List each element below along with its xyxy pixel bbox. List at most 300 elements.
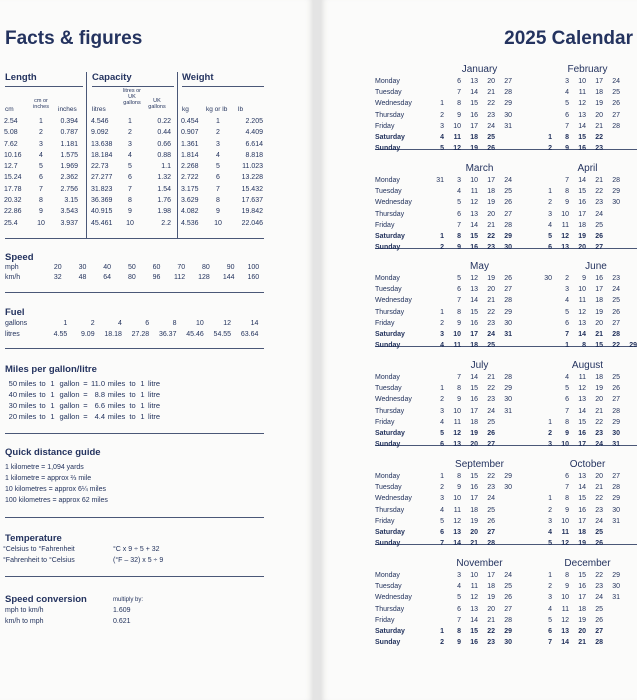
day-number bbox=[535, 471, 552, 482]
temperature-label: °Fahrenheit to °Celsius bbox=[3, 557, 75, 564]
day-number: 21 bbox=[487, 221, 495, 229]
table-row bbox=[181, 150, 263, 161]
day-number: 2 bbox=[440, 396, 444, 404]
section-divider bbox=[5, 576, 264, 577]
day-name: Tuesday bbox=[375, 385, 402, 393]
speed-kmh-label: km/h bbox=[5, 274, 21, 281]
value-cell: 112 bbox=[173, 274, 186, 281]
table-cell: 5.08 bbox=[4, 129, 18, 137]
day-number: 12 bbox=[561, 540, 569, 548]
day-number: 13 bbox=[578, 473, 586, 480]
day-number: 23 bbox=[595, 145, 603, 153]
day-number: 14 bbox=[578, 330, 586, 338]
day-number bbox=[535, 372, 552, 383]
table-row bbox=[181, 218, 263, 229]
day-number: 5 bbox=[548, 232, 552, 240]
day-number: 22 bbox=[487, 385, 495, 393]
week-row bbox=[535, 428, 620, 439]
day-number: 25 bbox=[595, 605, 603, 613]
capacity-col-litres: litres bbox=[92, 106, 106, 113]
fuel-gallons-values bbox=[40, 319, 258, 330]
mpg-cell: litre bbox=[148, 379, 161, 388]
value-cell: 27.28 bbox=[131, 331, 150, 338]
day-number bbox=[427, 76, 444, 87]
day-number: 11 bbox=[453, 418, 461, 426]
speed-kmh-values bbox=[37, 273, 259, 284]
mpg-cell: to bbox=[129, 401, 136, 410]
week-row bbox=[427, 284, 512, 295]
table-cell: 2.205 bbox=[245, 118, 263, 125]
day-number: 4 bbox=[548, 605, 552, 613]
table-cell: 10 bbox=[214, 219, 222, 227]
day-number: 28 bbox=[504, 616, 512, 624]
month-title: October bbox=[569, 459, 606, 470]
day-number bbox=[535, 482, 552, 493]
day-number bbox=[535, 329, 552, 340]
day-number: 6 bbox=[457, 78, 461, 85]
day-number: 22 bbox=[595, 572, 603, 579]
day-number: 8 bbox=[457, 473, 461, 480]
value-cell: 10 bbox=[195, 320, 204, 327]
day-number: 24 bbox=[595, 441, 603, 449]
month-days bbox=[535, 570, 620, 648]
week-row bbox=[427, 318, 512, 329]
day-number: 26 bbox=[487, 429, 495, 437]
day-number: 12 bbox=[578, 385, 586, 393]
distance-line: 1 kilometre = approx ⅔ mile bbox=[5, 475, 92, 482]
day-number: 18 bbox=[595, 297, 603, 305]
day-number: 1 bbox=[548, 495, 552, 503]
day-number: 3 bbox=[548, 210, 552, 218]
month-title: November bbox=[456, 558, 503, 569]
day-number bbox=[495, 527, 512, 538]
table-cell: 31.823 bbox=[91, 185, 113, 193]
day-number bbox=[535, 284, 552, 295]
table-cell: 1.814 bbox=[181, 151, 199, 159]
table-cell: 8 bbox=[128, 197, 132, 205]
day-number bbox=[427, 284, 444, 295]
table-cell: 13.228 bbox=[241, 174, 263, 182]
day-number: 8 bbox=[565, 572, 569, 579]
day-number: 27 bbox=[612, 111, 620, 119]
day-number: 7 bbox=[565, 177, 569, 184]
month-days bbox=[427, 372, 512, 450]
day-number bbox=[620, 295, 637, 306]
day-names bbox=[375, 175, 412, 253]
day-number: 9 bbox=[457, 639, 461, 647]
day-number: 16 bbox=[578, 199, 586, 207]
day-name: Wednesday bbox=[375, 594, 412, 602]
week-row bbox=[427, 527, 512, 538]
mpg-cell: to bbox=[129, 412, 136, 421]
day-number: 16 bbox=[595, 275, 603, 282]
day-number: 10 bbox=[561, 210, 569, 218]
day-name: Friday bbox=[375, 616, 395, 624]
table-row bbox=[4, 139, 78, 150]
value-cell: 50 bbox=[127, 264, 136, 271]
day-name: Sunday bbox=[375, 342, 401, 350]
section-divider bbox=[5, 433, 264, 434]
mpg-row bbox=[5, 378, 167, 389]
week-row bbox=[427, 295, 512, 306]
day-number: 3 bbox=[457, 572, 461, 579]
week-row bbox=[427, 471, 512, 482]
day-number bbox=[535, 76, 552, 87]
week-row bbox=[427, 175, 512, 186]
week-row bbox=[535, 220, 620, 231]
day-number bbox=[603, 527, 620, 538]
day-number: 15 bbox=[578, 418, 586, 426]
day-name: Monday bbox=[375, 374, 400, 381]
day-number: 8 bbox=[457, 232, 461, 240]
day-number: 15 bbox=[578, 133, 586, 141]
day-number: 5 bbox=[565, 385, 569, 393]
mpg-heading: Miles per gallon/litre bbox=[5, 364, 97, 375]
value-cell: 60 bbox=[152, 264, 161, 271]
table-cell: 13.638 bbox=[91, 140, 113, 148]
day-number: 24 bbox=[487, 495, 495, 503]
day-name: Wednesday bbox=[375, 396, 412, 404]
week-row bbox=[535, 372, 620, 383]
day-number bbox=[603, 242, 620, 253]
day-number: 7 bbox=[565, 330, 569, 338]
day-number: 27 bbox=[487, 441, 495, 449]
day-names bbox=[375, 273, 412, 351]
day-number: 2 bbox=[548, 429, 552, 437]
day-number: 17 bbox=[595, 78, 603, 85]
month-title: June bbox=[585, 261, 607, 272]
week-row bbox=[535, 242, 620, 253]
day-number: 19 bbox=[578, 616, 586, 624]
table-cell: 18.184 bbox=[91, 151, 113, 159]
day-number: 17 bbox=[487, 177, 495, 184]
day-number: 3 bbox=[565, 78, 569, 85]
day-name: Friday bbox=[375, 122, 395, 130]
day-number: 13 bbox=[470, 605, 478, 613]
value-cell: 4.55 bbox=[53, 331, 68, 338]
day-number: 1 bbox=[440, 308, 444, 316]
day-number: 21 bbox=[487, 297, 495, 305]
day-number: 6 bbox=[565, 111, 569, 119]
week-row bbox=[535, 592, 620, 603]
day-number bbox=[535, 340, 552, 351]
day-number bbox=[603, 231, 620, 242]
day-number: 9 bbox=[457, 244, 461, 252]
length-table bbox=[4, 116, 78, 229]
day-name: Sunday bbox=[375, 145, 401, 153]
week-row bbox=[427, 439, 512, 450]
week-row bbox=[427, 110, 512, 121]
day-number: 9 bbox=[565, 199, 569, 207]
day-number bbox=[427, 197, 444, 208]
day-number bbox=[603, 132, 620, 143]
week-row bbox=[427, 626, 512, 637]
week-row bbox=[427, 570, 512, 581]
day-number: 19 bbox=[487, 594, 495, 602]
day-number: 23 bbox=[595, 583, 603, 591]
day-number: 23 bbox=[595, 506, 603, 514]
day-number: 4 bbox=[440, 418, 444, 426]
table-cell: 0.454 bbox=[181, 118, 199, 125]
week-row bbox=[427, 209, 512, 220]
day-number bbox=[535, 406, 552, 417]
day-number: 31 bbox=[436, 177, 444, 184]
table-row bbox=[91, 127, 171, 138]
day-number: 8 bbox=[457, 308, 461, 316]
day-number: 29 bbox=[612, 572, 620, 579]
day-number: 5 bbox=[457, 199, 461, 207]
speed-conv-label: km/h to mph bbox=[5, 618, 44, 625]
day-number: 17 bbox=[470, 330, 478, 338]
table-cell: 0.22 bbox=[157, 118, 171, 125]
day-number: 2 bbox=[440, 244, 444, 252]
column-divider bbox=[177, 72, 178, 238]
week-row bbox=[535, 626, 620, 637]
day-number: 12 bbox=[470, 199, 478, 207]
day-number: 19 bbox=[487, 199, 495, 207]
day-number: 5 bbox=[440, 145, 444, 153]
day-number: 20 bbox=[595, 319, 603, 327]
day-number: 29 bbox=[504, 385, 512, 393]
day-number: 28 bbox=[612, 122, 620, 130]
day-number: 17 bbox=[595, 286, 603, 294]
day-number bbox=[495, 340, 512, 351]
day-number: 28 bbox=[612, 330, 620, 338]
week-row bbox=[427, 98, 512, 109]
day-number bbox=[495, 143, 512, 154]
table-cell: 5 bbox=[39, 163, 43, 171]
day-number: 18 bbox=[595, 89, 603, 97]
day-number: 14 bbox=[578, 484, 586, 492]
day-number: 30 bbox=[504, 111, 512, 119]
day-number bbox=[427, 581, 444, 592]
day-number: 26 bbox=[612, 308, 620, 316]
week-row bbox=[535, 637, 620, 648]
value-cell: 80 bbox=[202, 264, 210, 271]
day-number: 11 bbox=[578, 374, 586, 381]
week-row bbox=[427, 417, 512, 428]
day-number: 6 bbox=[548, 627, 552, 635]
table-row bbox=[4, 206, 78, 217]
table-cell: 22.046 bbox=[241, 219, 263, 227]
day-number: 13 bbox=[578, 396, 586, 404]
day-number bbox=[535, 295, 552, 306]
day-number: 11 bbox=[561, 221, 569, 229]
day-number: 11 bbox=[578, 89, 586, 97]
day-number: 11 bbox=[561, 528, 569, 536]
day-number: 20 bbox=[470, 441, 478, 449]
value-cell: 54.55 bbox=[213, 331, 232, 338]
day-number: 11 bbox=[578, 297, 586, 305]
table-cell: 12.7 bbox=[4, 163, 18, 171]
day-number: 16 bbox=[470, 244, 478, 252]
section-divider bbox=[5, 348, 264, 349]
week-row bbox=[535, 186, 620, 197]
weight-table bbox=[181, 116, 263, 229]
week-row bbox=[535, 340, 637, 351]
day-number: 16 bbox=[470, 639, 478, 647]
day-names bbox=[375, 76, 412, 154]
table-cell: 10 bbox=[126, 219, 134, 227]
month-title: February bbox=[567, 64, 608, 75]
day-number: 15 bbox=[470, 627, 478, 635]
day-number: 14 bbox=[470, 221, 478, 229]
table-cell: 1 bbox=[216, 118, 220, 125]
table-cell: 1.76 bbox=[157, 197, 171, 205]
day-number: 30 bbox=[504, 319, 512, 327]
day-number: 26 bbox=[487, 145, 495, 153]
day-number: 8 bbox=[565, 418, 569, 426]
day-number: 15 bbox=[470, 473, 478, 480]
day-name: Monday bbox=[375, 275, 400, 282]
day-number: 15 bbox=[470, 308, 478, 316]
week-row bbox=[535, 505, 620, 516]
day-number: 23 bbox=[487, 484, 495, 492]
day-number: 23 bbox=[487, 111, 495, 119]
day-number: 25 bbox=[595, 528, 603, 536]
table-row bbox=[4, 161, 78, 172]
day-number: 3 bbox=[440, 330, 444, 338]
length-col-inches: inches bbox=[58, 106, 77, 113]
day-number: 10 bbox=[470, 177, 478, 184]
day-number: 18 bbox=[470, 342, 478, 350]
day-number: 2 bbox=[440, 319, 444, 327]
speed-mph-label: mph bbox=[5, 264, 19, 271]
day-number: 21 bbox=[470, 540, 478, 548]
day-number: 13 bbox=[453, 441, 461, 449]
day-name: Saturday bbox=[375, 528, 405, 536]
day-number: 6 bbox=[457, 286, 461, 294]
day-number: 26 bbox=[612, 385, 620, 393]
table-cell: 1.361 bbox=[181, 140, 199, 148]
day-number: 16 bbox=[578, 145, 586, 153]
day-number: 16 bbox=[470, 111, 478, 119]
day-number bbox=[603, 626, 620, 637]
day-number: 20 bbox=[487, 78, 495, 85]
day-number bbox=[427, 592, 444, 603]
day-number: 7 bbox=[548, 639, 552, 647]
day-number bbox=[620, 307, 637, 318]
week-row bbox=[535, 209, 620, 220]
day-number: 7 bbox=[457, 221, 461, 229]
day-number: 19 bbox=[470, 429, 478, 437]
day-number: 28 bbox=[487, 540, 495, 548]
day-number: 17 bbox=[487, 572, 495, 579]
day-name: Thursday bbox=[375, 308, 405, 316]
section-divider bbox=[5, 292, 264, 293]
mpg-cell: to bbox=[39, 412, 46, 421]
week-row bbox=[535, 295, 637, 306]
multiply-by-label: multiply by: bbox=[113, 597, 144, 603]
day-number bbox=[535, 318, 552, 329]
table-cell: 2.362 bbox=[60, 174, 78, 182]
day-number: 24 bbox=[487, 122, 495, 130]
capacity-col-litres-or-gallons: litres or UK gallons bbox=[122, 88, 142, 106]
table-cell: 9 bbox=[39, 208, 43, 216]
value-cell: 1 bbox=[63, 320, 68, 327]
table-cell: 22.86 bbox=[4, 208, 22, 216]
day-number: 20 bbox=[595, 473, 603, 480]
day-number: 21 bbox=[595, 407, 603, 415]
table-cell: 10 bbox=[37, 219, 45, 227]
day-number: 2 bbox=[548, 583, 552, 591]
mpg-cell: = bbox=[83, 401, 88, 410]
mpg-cell: litre bbox=[148, 412, 161, 421]
day-number: 12 bbox=[578, 308, 586, 316]
day-number: 25 bbox=[612, 374, 620, 381]
table-cell: 5 bbox=[128, 163, 132, 171]
day-number bbox=[535, 175, 552, 186]
table-cell: 36.369 bbox=[91, 197, 113, 205]
value-cell: 12 bbox=[223, 320, 232, 327]
table-row bbox=[4, 184, 78, 195]
day-name: Thursday bbox=[375, 210, 405, 218]
value-cell: 14 bbox=[250, 320, 259, 327]
week-row bbox=[427, 493, 512, 504]
table-cell: 4.546 bbox=[91, 118, 109, 125]
day-number: 15 bbox=[470, 100, 478, 108]
day-number: 20 bbox=[595, 396, 603, 404]
month-title: December bbox=[564, 558, 611, 569]
day-number: 22 bbox=[595, 418, 603, 426]
table-cell: 3.15 bbox=[64, 197, 78, 205]
day-number: 31 bbox=[504, 122, 512, 130]
day-number: 22 bbox=[595, 495, 603, 503]
value-cell: 20 bbox=[53, 264, 62, 271]
calendar-page bbox=[321, 0, 637, 700]
table-cell: 4.409 bbox=[245, 129, 263, 137]
day-number: 9 bbox=[565, 583, 569, 591]
table-cell: 0.907 bbox=[181, 129, 199, 137]
day-name: Tuesday bbox=[375, 484, 402, 492]
mpg-cell: gallon bbox=[59, 401, 80, 410]
fuel-litres-label: litres bbox=[5, 331, 20, 338]
speed-conversion-heading: Speed conversion bbox=[5, 594, 87, 605]
day-number: 11 bbox=[470, 583, 478, 591]
mpg-cell: 11.0 bbox=[90, 379, 105, 388]
day-number: 3 bbox=[548, 441, 552, 449]
table-row bbox=[181, 116, 263, 127]
day-number: 8 bbox=[457, 627, 461, 635]
day-number: 29 bbox=[612, 418, 620, 426]
mpg-cell: litre bbox=[148, 401, 161, 410]
day-number: 12 bbox=[453, 429, 461, 437]
day-names bbox=[375, 471, 412, 549]
week-row bbox=[427, 372, 512, 383]
day-number: 15 bbox=[595, 342, 603, 350]
table-cell: 3 bbox=[128, 140, 132, 148]
table-cell: 6 bbox=[39, 174, 43, 182]
mpg-cell: 8.8 bbox=[94, 390, 105, 399]
day-number: 24 bbox=[504, 572, 512, 579]
fuel-heading: Fuel bbox=[5, 307, 25, 318]
value-cell: 6 bbox=[145, 320, 150, 327]
day-number: 17 bbox=[578, 441, 586, 449]
mpg-cell: miles bbox=[107, 379, 126, 388]
day-number bbox=[495, 428, 512, 439]
day-number: 14 bbox=[470, 616, 478, 624]
distance-line: 1 kilometre = 1,094 yards bbox=[5, 464, 84, 471]
table-cell: 1 bbox=[128, 118, 132, 125]
table-cell: 1 bbox=[39, 118, 43, 125]
length-rule bbox=[5, 86, 83, 87]
distance-line: 10 kilometres = approx 6¼ miles bbox=[5, 486, 106, 493]
day-number: 20 bbox=[578, 627, 586, 635]
day-number: 22 bbox=[595, 188, 603, 196]
day-number bbox=[427, 372, 444, 383]
day-number: 23 bbox=[487, 396, 495, 404]
day-name: Friday bbox=[375, 319, 395, 327]
